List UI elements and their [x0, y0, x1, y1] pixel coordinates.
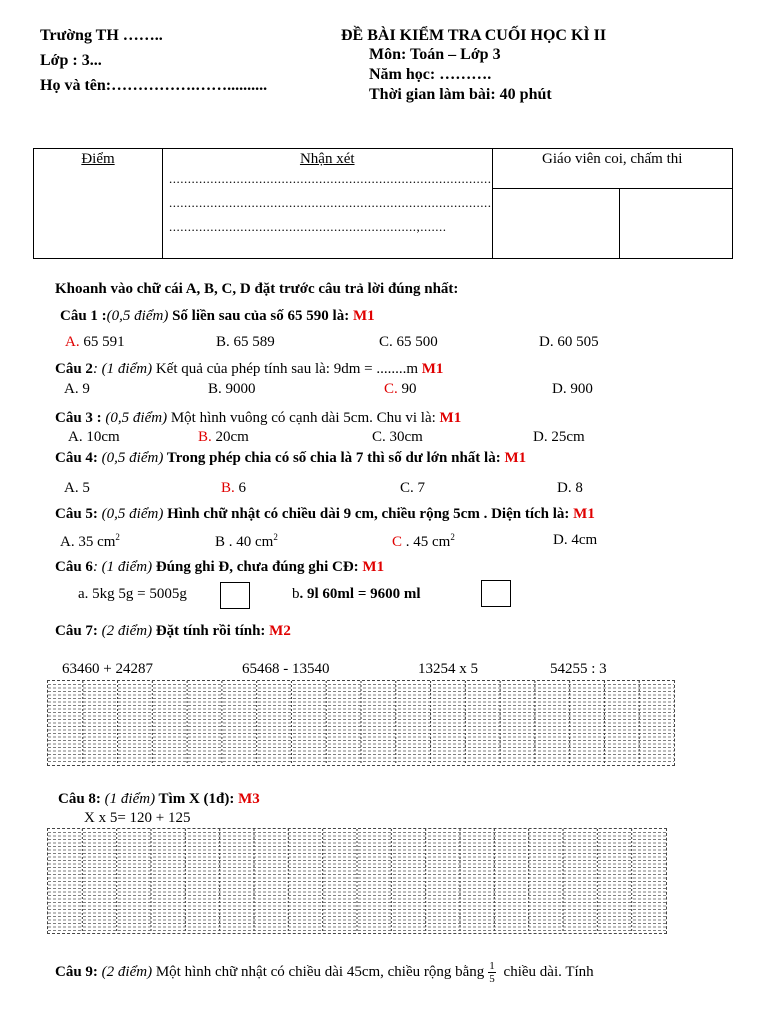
q2-option-b[interactable]: B. 9000: [208, 381, 256, 397]
exam-subject: Môn: Toán – Lớp 3: [369, 46, 501, 63]
q6-level: M1: [362, 559, 385, 575]
q6-answer-box-b[interactable]: [481, 580, 511, 607]
question-5: Câu 5: (0,5 điểm) Hình chữ nhật có chiều dài 9 cm, chiều rộng 5cm . Diện tích là: M1: [55, 506, 595, 522]
q7-level: M2: [269, 623, 291, 639]
question-8: Câu 8: (1 điểm) Tìm X (1đ): M3: [58, 791, 260, 807]
q4-option-b[interactable]: B. 6: [221, 480, 247, 496]
comment-label: Nhận xét: [299, 151, 355, 167]
question-6: Câu 6: (1 điểm) Đúng ghi Đ, chưa đúng ghi CĐ: M1: [55, 559, 385, 575]
q1-text: Số liền sau của số 65 590 là:: [168, 308, 353, 324]
comment-line-3: ..................................................................,.......: [169, 219, 447, 234]
q8-equation: X x 5= 120 + 125: [84, 810, 191, 826]
q2-option-d[interactable]: D. 900: [552, 381, 593, 397]
score-label: Điểm: [81, 151, 115, 167]
teacher-label: Giáo viên coi, chấm thi: [542, 151, 683, 167]
q7-expression-3: 13254 x 5: [418, 661, 478, 677]
q5-option-a[interactable]: A. 35 $cm^2$: [60, 532, 120, 550]
question-4: Câu 4: (0,5 điểm) Trong phép chia có số chia là 7 thì số dư lớn nhất là: M1: [55, 450, 527, 466]
score-cell: [34, 149, 163, 259]
instruction: Khoanh vào chữ cái A, B, C, D đặt trước câu trả lời đúng nhất:: [55, 281, 459, 297]
q5-level: M1: [573, 506, 595, 522]
q1-label: Câu 1 :: [60, 308, 107, 324]
q3-option-d[interactable]: D. 25cm: [533, 429, 585, 445]
q5-option-c[interactable]: C . 45 $cm^2$: [392, 532, 455, 550]
q3-option-a[interactable]: A. 10cm: [68, 429, 120, 445]
q5-option-b[interactable]: B . 40 $cm^2$: [215, 532, 278, 550]
q7-expression-2: 65468 - 13540: [242, 661, 330, 677]
question-3: Câu 3 : (0,5 điểm) Một hình vuông có cạnh dài 5cm. Chu vi là: M1: [55, 410, 462, 426]
q7-expression-4: 54255 : 3: [550, 661, 607, 677]
q3-option-b[interactable]: B. 20cm: [198, 429, 249, 445]
q4-level: M1: [504, 450, 527, 466]
question-2: Câu 2: (1 điểm) Kết quả của phép tính sau là: 9dm = ........m M1: [55, 361, 444, 377]
question-1: [60, 308, 375, 325]
exam-title: ĐỀ BÀI KIỂM TRA CUỐI HỌC KÌ II: [341, 27, 607, 44]
q6-statement-b: b. 9l 60ml = 9600 ml: [292, 586, 421, 602]
q7-work-grid[interactable]: [47, 680, 675, 766]
q9-fraction: $\frac{1}{5}$: [489, 960, 495, 985]
q2-option-a[interactable]: A. 9: [64, 381, 90, 397]
q4-option-c[interactable]: C. 7: [400, 480, 426, 496]
grade-field: Lớp : 3...: [40, 52, 102, 69]
q1-option-d[interactable]: D. 60 505: [539, 334, 599, 350]
exam-year: Năm học: ……….: [369, 66, 492, 83]
question-7: Câu 7: (2 điểm) Đặt tính rồi tính: M2: [55, 623, 291, 639]
student-name-field: Họ và tên:…………….……..........: [40, 77, 268, 94]
grading-table: [33, 148, 733, 259]
q8-grid-lines: [48, 829, 666, 933]
q4-option-a[interactable]: A. 5: [64, 480, 90, 496]
q2-level: M1: [421, 361, 444, 377]
q1-points: (0,5 điểm): [106, 308, 169, 324]
q7-expression-1: 63460 + 24287: [62, 661, 153, 677]
teacher-sign-1: [492, 189, 619, 259]
q1-option-b[interactable]: B. 65 589: [216, 334, 275, 350]
q8-level: M3: [238, 791, 260, 807]
q8-work-grid[interactable]: [47, 828, 667, 934]
q1-level: M1: [352, 308, 375, 324]
q3-option-c[interactable]: C. 30cm: [372, 429, 423, 445]
comment-cell: [163, 149, 493, 259]
teacher-cell: [492, 149, 733, 189]
comment-line-1: ......................................................................................: [169, 171, 492, 186]
q1-option-a[interactable]: A. 65 591: [65, 334, 125, 350]
q6-answer-box-a[interactable]: [220, 582, 250, 609]
q1-option-c[interactable]: C. 65 500: [379, 334, 438, 350]
q4-option-d[interactable]: D. 8: [557, 480, 583, 496]
q5-option-d[interactable]: D. 4cm: [553, 532, 598, 548]
question-9: Câu 9: (2 điểm) Một hình chữ nhật có chiều dài 45cm, chiều rộng bằng $\frac{1}{5}$ chiều dài. Tính: [55, 960, 594, 985]
exam-time: Thời gian làm bài: 40 phút: [369, 86, 552, 103]
q3-level: M1: [439, 410, 462, 426]
school-name: Trường TH ……..: [40, 27, 163, 44]
q6-statement-a: a. 5kg 5g = 5005g: [78, 586, 187, 602]
q7-grid-lines: [48, 681, 674, 765]
comment-line-2: ......................................................................................: [169, 195, 492, 210]
q2-option-c[interactable]: C. 90: [384, 381, 417, 397]
teacher-sign-2: [619, 189, 733, 259]
